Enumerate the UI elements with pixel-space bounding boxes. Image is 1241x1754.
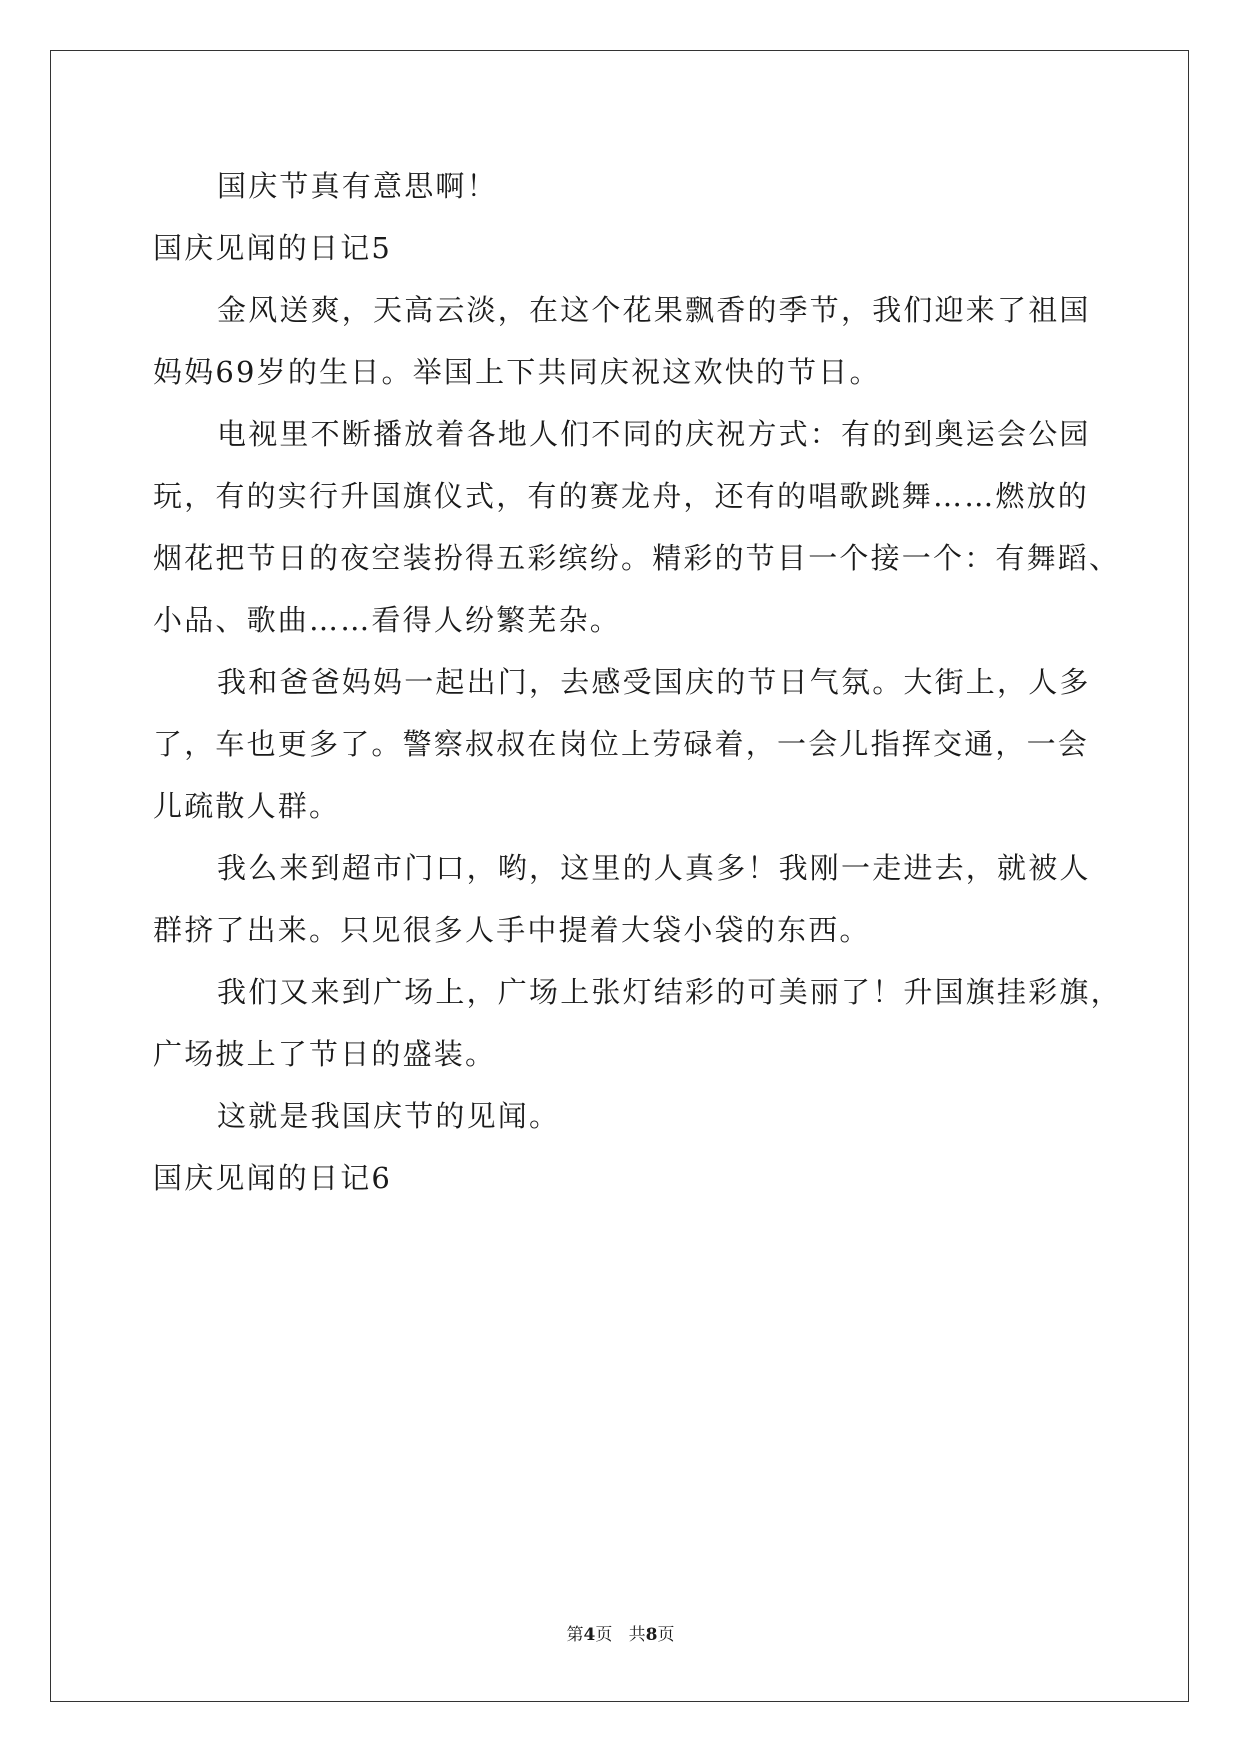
text-line: 我么来到超市门口，哟，这里的人真多！我刚一走进去，就被人: [217, 851, 1091, 885]
text-line: 我们又来到广场上，广场上张灯结彩的可美丽了！升国旗挂彩旗，: [217, 975, 1122, 1009]
page-label-prefix: 第: [566, 1625, 584, 1645]
page-label-suffix: 页: [657, 1625, 675, 1645]
text-line: 妈妈69岁的生日。举国上下共同庆祝这欢快的节日。: [153, 355, 881, 389]
page-label-mid: 页 共: [595, 1625, 646, 1645]
text-line: 国庆节真有意思啊！: [217, 169, 498, 203]
text-line: 电视里不断播放着各地人们不同的庆祝方式：有的到奥运会公园: [217, 417, 1091, 451]
text-line: 小品、歌曲……看得人纷繁芜杂。: [153, 603, 622, 637]
current-page-number: 4: [583, 1625, 596, 1645]
text-line: 广场披上了节日的盛装。: [153, 1037, 497, 1071]
section-heading: 国庆见闻的日记6: [153, 1161, 393, 1195]
total-page-number: 8: [645, 1625, 658, 1645]
text-line: 这就是我国庆节的见闻。: [217, 1099, 561, 1133]
text-line: 金风送爽，天高云淡，在这个花果飘香的季节，我们迎来了祖国: [217, 293, 1091, 327]
text-line: 玩，有的实行升国旗仪式，有的赛龙舟，还有的唱歌跳舞……燃放的: [153, 479, 1090, 513]
text-line: 儿疏散人群。: [153, 789, 341, 823]
text-line: 我和爸爸妈妈一起出门，去感受国庆的节日气氛。大街上，人多: [217, 665, 1091, 699]
text-line: 了，车也更多了。警察叔叔在岗位上劳碌着，一会儿指挥交通，一会: [153, 727, 1090, 761]
document-body: [153, 155, 1122, 1209]
text-line: 烟花把节日的夜空装扮得五彩缤纷。精彩的节目一个接一个：有舞蹈、: [153, 541, 1121, 575]
section-heading: 国庆见闻的日记5: [153, 231, 393, 265]
page-footer: [0, 1620, 1241, 1645]
text-line: 群挤了出来。只见很多人手中提着大袋小袋的东西。: [153, 913, 871, 947]
